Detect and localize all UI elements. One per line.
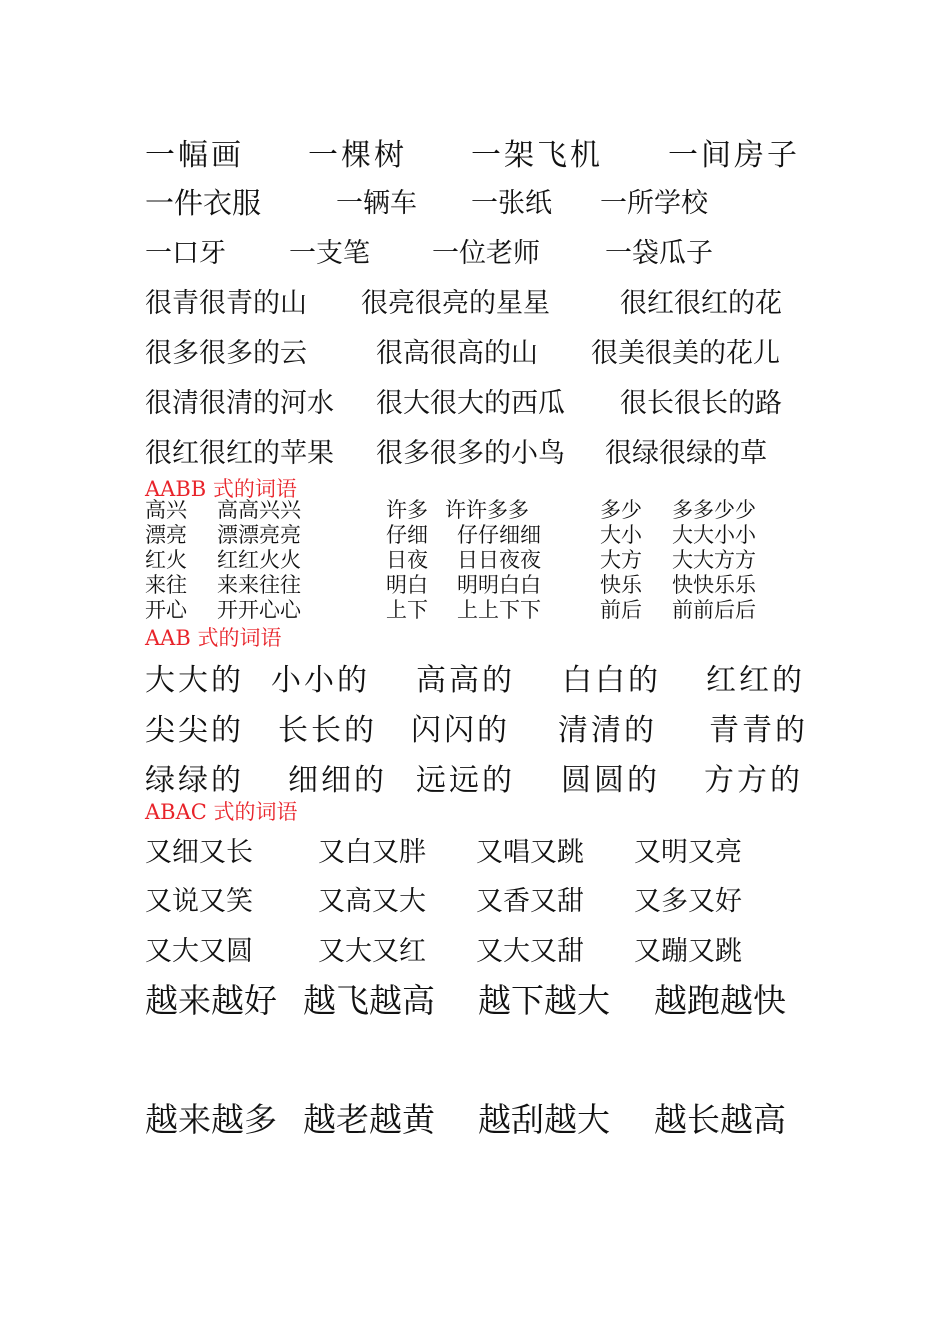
word: 又大又甜 (476, 936, 584, 967)
word: 明白 (386, 573, 428, 597)
word: 来往 (145, 573, 187, 597)
phrase: 很大很大的西瓜 (376, 388, 565, 419)
word: 越来越好 (145, 981, 277, 1020)
word: 大方 (600, 548, 642, 572)
word: 闪闪的 (411, 713, 510, 748)
phrase: 很美很美的花儿 (591, 338, 780, 369)
word: 高高兴兴 (217, 498, 301, 522)
section-heading-aabb: AABB 式的词语 (145, 477, 297, 501)
aab-row (0, 705, 950, 755)
word: 大大方方 (672, 548, 756, 572)
phrase: 一袋瓜子 (605, 238, 713, 269)
word: 许多 (386, 498, 428, 522)
word: 前前后后 (672, 598, 756, 622)
abac-row (0, 929, 950, 979)
word: 尖尖的 (145, 713, 244, 748)
phrase: 很长很长的路 (620, 388, 782, 419)
aab-row (0, 755, 950, 805)
word: 白白的 (562, 663, 661, 698)
phrase: 一幅画 (145, 138, 244, 173)
word: 来来往往 (217, 573, 301, 597)
word: 又香又甜 (476, 886, 584, 917)
word: 远远的 (416, 763, 515, 798)
phrase: 很高很高的山 (376, 338, 538, 369)
word: 大大小小 (672, 523, 756, 547)
word: 方方的 (704, 763, 803, 798)
word: 越飞越高 (303, 981, 435, 1020)
word: 越老越黄 (303, 1100, 435, 1139)
word: 明明白白 (457, 573, 541, 597)
phrase: 一张纸 (471, 188, 552, 219)
word: 越长越高 (654, 1100, 786, 1139)
word: 越跑越快 (654, 981, 786, 1020)
hen-phrase-row (0, 281, 950, 331)
word: 又大又圆 (145, 936, 253, 967)
phrase: 一棵树 (308, 138, 407, 173)
word: 越刮越大 (478, 1100, 610, 1139)
word: 日日夜夜 (457, 548, 541, 572)
word: 小小的 (271, 663, 370, 698)
word: 许许多多 (445, 498, 529, 522)
word: 大小 (600, 523, 642, 547)
yue-row (0, 975, 950, 1025)
word: 红红火火 (217, 548, 301, 572)
word: 青青的 (709, 713, 808, 748)
word: 又蹦又跳 (634, 936, 742, 967)
word: 又高又大 (318, 886, 426, 917)
abac-row (0, 879, 950, 929)
word: 越下越大 (478, 981, 610, 1020)
word: 大大的 (145, 663, 244, 698)
phrase: 一口牙 (145, 238, 226, 269)
section-heading-aab: AAB 式的词语 (145, 626, 282, 650)
word: 上上下下 (457, 598, 541, 622)
word: 仔细 (386, 523, 428, 547)
phrase: 很绿很绿的草 (605, 438, 767, 469)
phrase: 一间房子 (668, 138, 800, 173)
word: 多多少少 (672, 498, 756, 522)
phrase: 一架飞机 (471, 138, 603, 173)
phrase: 很亮很亮的星星 (361, 288, 550, 319)
word: 又细又长 (145, 837, 253, 868)
word: 漂亮 (145, 523, 187, 547)
word: 又明又亮 (634, 837, 742, 868)
phrase: 一件衣服 (145, 186, 262, 220)
abac-row (0, 830, 950, 880)
phrase: 一辆车 (336, 188, 417, 219)
section-heading-abac: ABAC 式的词语 (145, 800, 298, 824)
word: 高高的 (416, 663, 515, 698)
word: 长长的 (278, 713, 377, 748)
word: 细细的 (288, 763, 387, 798)
word: 又大又红 (318, 936, 426, 967)
measure-word-row (0, 130, 950, 180)
word: 漂漂亮亮 (217, 523, 301, 547)
word: 红火 (145, 548, 187, 572)
word: 快快乐乐 (672, 573, 756, 597)
word: 上下 (386, 598, 428, 622)
word: 清清的 (558, 713, 657, 748)
word: 高兴 (145, 498, 187, 522)
word: 仔仔细细 (457, 523, 541, 547)
word: 快乐 (600, 573, 642, 597)
word: 红红的 (706, 663, 805, 698)
hen-phrase-row (0, 431, 950, 481)
measure-word-row (0, 181, 950, 231)
phrase: 很清很清的河水 (145, 388, 334, 419)
word: 又唱又跳 (476, 837, 584, 868)
phrase: 很多很多的小鸟 (376, 438, 565, 469)
hen-phrase-row (0, 331, 950, 381)
hen-phrase-row (0, 381, 950, 431)
phrase: 很青很青的山 (145, 288, 307, 319)
word: 圆圆的 (561, 763, 660, 798)
word: 又说又笑 (145, 886, 253, 917)
word: 前后 (600, 598, 642, 622)
phrase: 一位老师 (432, 238, 540, 269)
word: 日夜 (386, 548, 428, 572)
phrase: 很红很红的花 (620, 288, 782, 319)
word: 多少 (600, 498, 642, 522)
word: 又白又胖 (318, 837, 426, 868)
phrase: 一所学校 (600, 188, 708, 219)
word: 越来越多 (145, 1100, 277, 1139)
phrase: 一支笔 (289, 238, 370, 269)
yue-row (0, 1094, 950, 1144)
measure-word-row (0, 231, 950, 281)
phrase: 很多很多的云 (145, 338, 307, 369)
aab-row (0, 655, 950, 705)
word: 又多又好 (634, 886, 742, 917)
word: 开开心心 (217, 598, 301, 622)
word: 开心 (145, 598, 187, 622)
phrase: 很红很红的苹果 (145, 438, 334, 469)
word: 绿绿的 (145, 763, 244, 798)
